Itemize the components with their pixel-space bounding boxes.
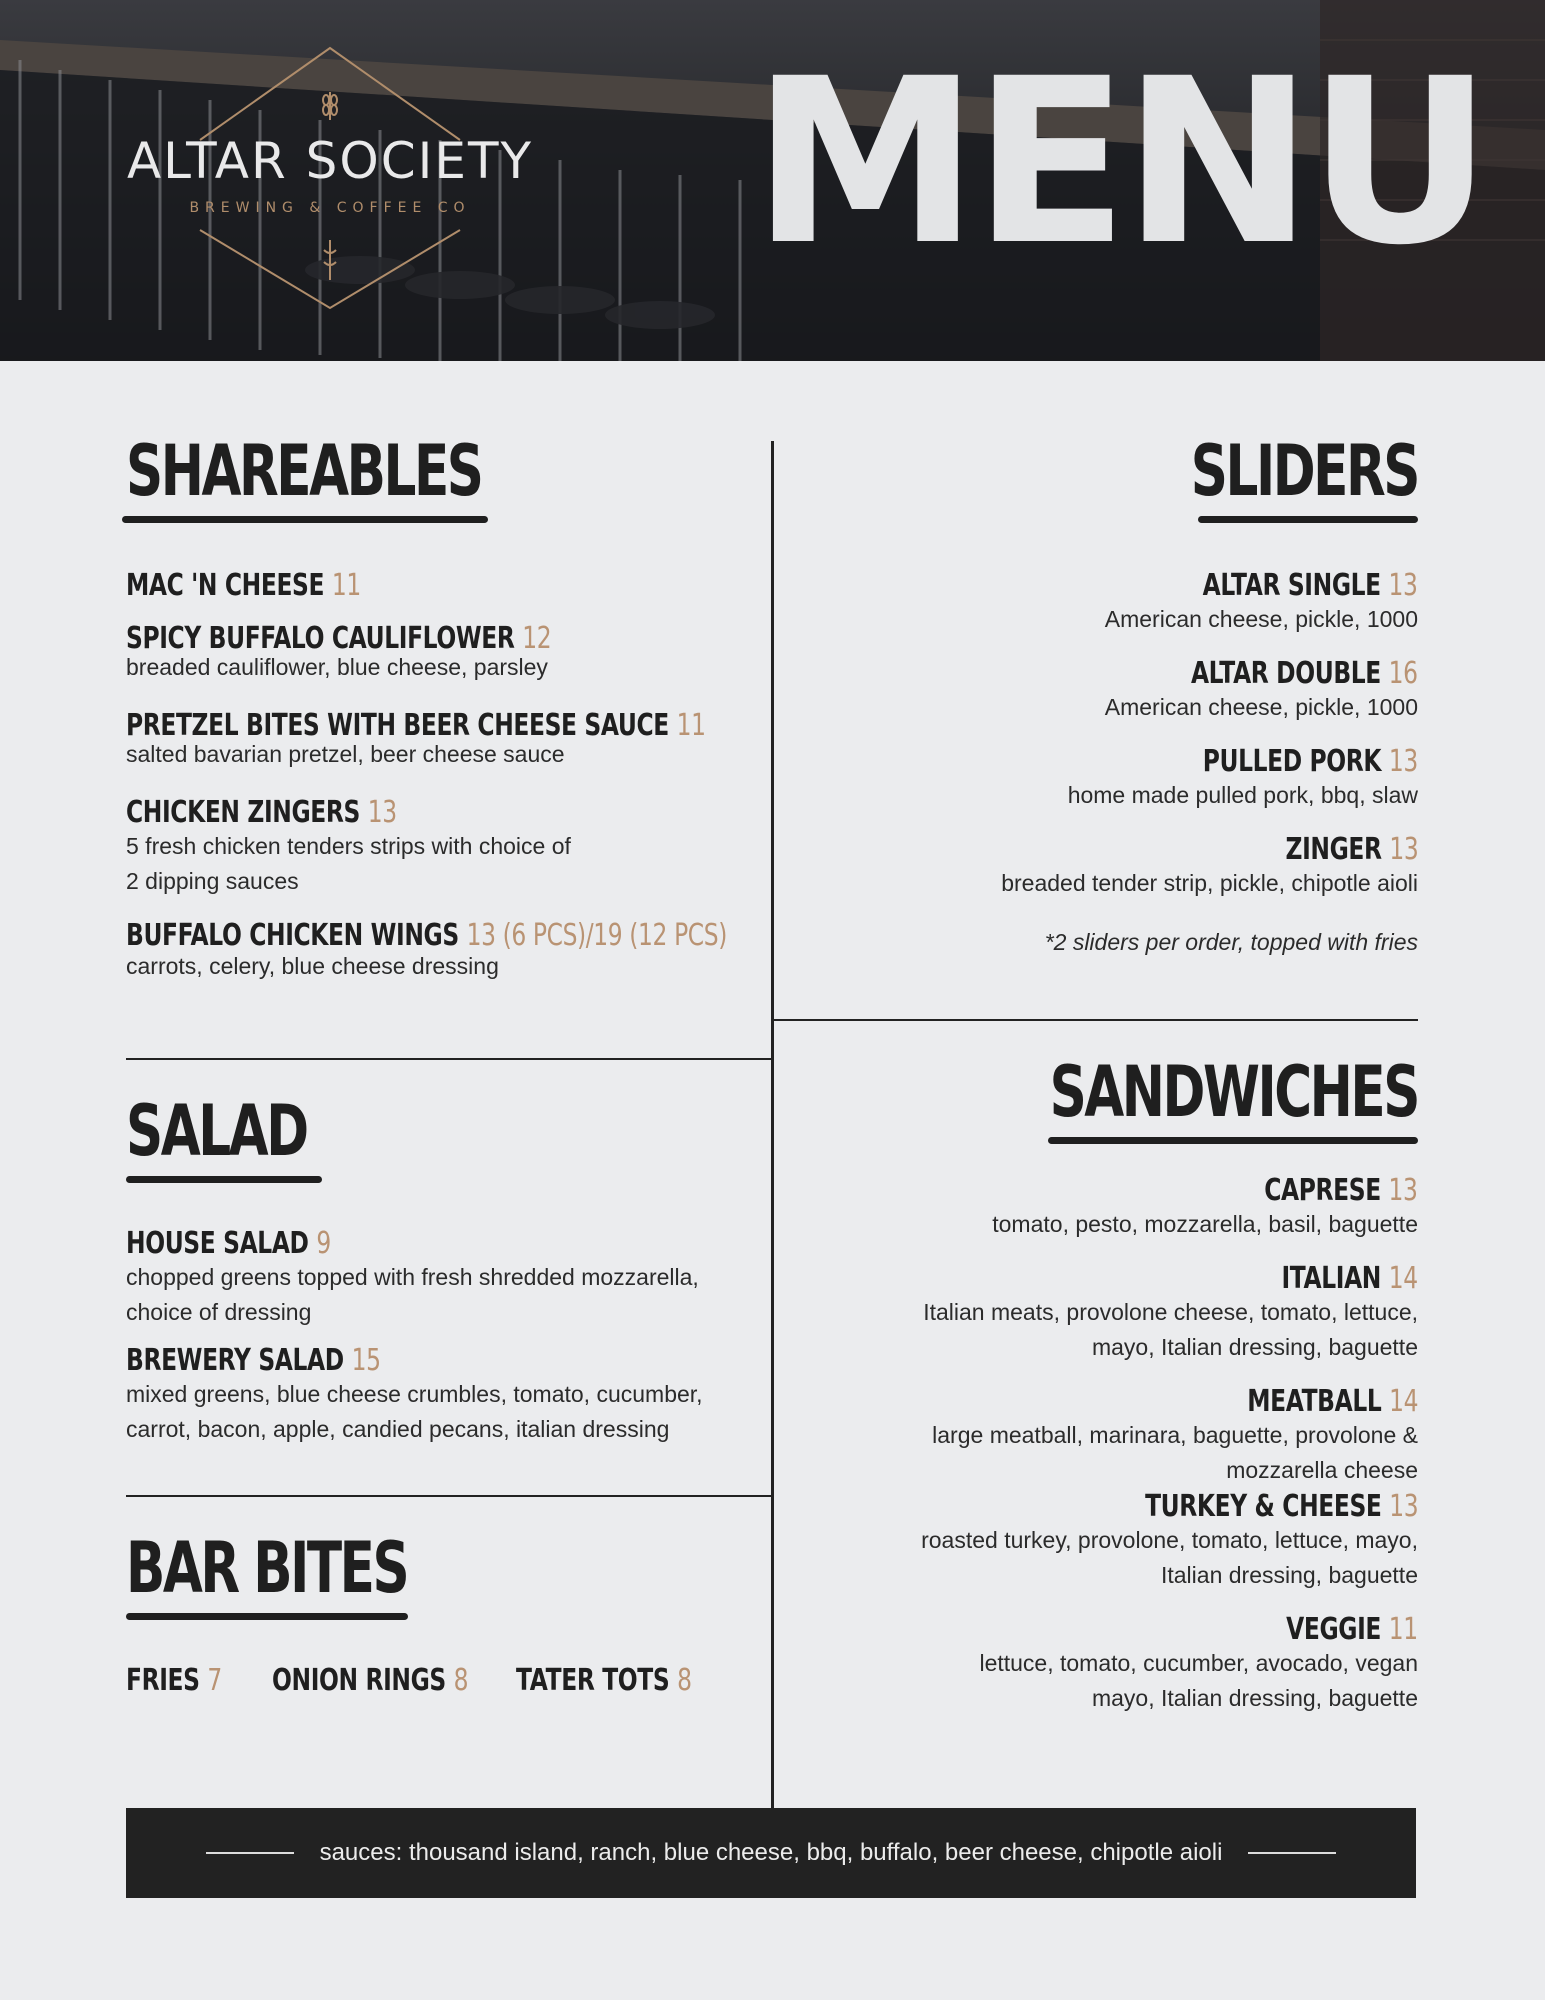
bar-bite-fries: FRIES 7 xyxy=(126,1663,222,1698)
section-title-bar-bites: BAR BITES xyxy=(126,1527,408,1609)
section-title-salad: SALAD xyxy=(126,1090,307,1172)
item-description-line: Italian meats, provolone cheese, tomato, lettuce, xyxy=(923,1299,1418,1325)
item-name: MAC 'N CHEESE 11 xyxy=(126,568,361,603)
title-underline xyxy=(122,516,488,523)
menu-item xyxy=(800,745,1418,813)
menu-item xyxy=(800,657,1418,725)
title-underline xyxy=(1048,1137,1418,1144)
item-name: ALTAR DOUBLE 16 xyxy=(1191,656,1418,691)
item-name: TURKEY & CHEESE 13 xyxy=(1144,1489,1418,1524)
section-salad xyxy=(126,1090,766,1447)
item-description-line: 2 dipping sauces xyxy=(126,868,299,894)
section-sandwiches xyxy=(800,1051,1418,1716)
item-description-line: 5 fresh chicken tenders strips with choice of xyxy=(126,833,571,859)
item-description: American cheese, pickle, 1000 xyxy=(1104,606,1418,632)
footer-rule-left xyxy=(206,1852,294,1854)
item-description-line: mayo, Italian dressing, baguette xyxy=(1091,1334,1418,1360)
item-description: American cheese, pickle, 1000 xyxy=(1104,694,1418,720)
title-underline xyxy=(126,1613,408,1620)
logo-subtitle: BREWING & COFFEE CO xyxy=(189,200,471,216)
divider-shareables-salad xyxy=(126,1058,773,1060)
menu-item xyxy=(126,709,766,766)
item-name: HOUSE SALAD 9 xyxy=(126,1226,331,1261)
item-name: PULLED PORK 13 xyxy=(1202,744,1418,779)
brand-logo xyxy=(120,40,540,320)
section-title-sliders: SLIDERS xyxy=(1190,430,1418,512)
item-name: VEGGIE 11 xyxy=(1286,1612,1418,1647)
section-shareables xyxy=(126,430,766,980)
title-underline xyxy=(1198,516,1418,523)
item-description: breaded cauliflower, blue cheese, parsley xyxy=(126,654,548,680)
section-sliders xyxy=(800,430,1418,960)
bar-bite-onion-rings: ONION RINGS 8 xyxy=(272,1663,469,1698)
title-underline xyxy=(126,1176,322,1183)
menu-item xyxy=(800,1385,1418,1488)
item-description-line: carrot, bacon, apple, candied pecans, italian dressing xyxy=(126,1416,670,1442)
item-description-line: mozzarella cheese xyxy=(1226,1457,1418,1483)
item-description: carrots, celery, blue cheese dressing xyxy=(126,953,499,979)
divider-sliders-sandwiches xyxy=(771,1019,1418,1021)
menu-item xyxy=(126,622,766,679)
item-description-line: tomato, pesto, mozzarella, basil, baguette xyxy=(992,1211,1418,1237)
item-name: BUFFALO CHICKEN WINGS 13 (6 PCS)/19 (12 PCS) xyxy=(126,918,727,953)
item-description-line: roasted turkey, provolone, tomato, lettuce, mayo, xyxy=(921,1527,1418,1553)
menu-title: MENU xyxy=(752,29,1487,295)
item-name: CAPRESE 13 xyxy=(1264,1173,1418,1208)
section-title-sandwiches: SANDWICHES xyxy=(1049,1051,1418,1133)
item-description-line: Italian dressing, baguette xyxy=(1160,1562,1418,1588)
item-description: salted bavarian pretzel, beer cheese sauce xyxy=(126,741,565,767)
menu-item xyxy=(800,569,1418,637)
menu-item xyxy=(126,1227,766,1330)
item-description-line: lettuce, tomato, cucumber, avocado, vegan xyxy=(979,1650,1418,1676)
item-name: BREWERY SALAD 15 xyxy=(126,1343,381,1378)
menu-item xyxy=(800,1613,1418,1716)
item-name: ZINGER 13 xyxy=(1285,832,1418,867)
menu-item xyxy=(800,833,1418,901)
divider-salad-barbites xyxy=(126,1495,773,1497)
item-name: PRETZEL BITES WITH BEER CHEESE SAUCE 11 xyxy=(126,708,706,743)
footer-rule-right xyxy=(1248,1852,1336,1854)
sauces-text: sauces: thousand island, ranch, blue cheese, bbq, buffalo, beer cheese, chipotle aioli xyxy=(319,1839,1223,1866)
menu-item xyxy=(126,919,766,980)
menu-item xyxy=(126,1344,766,1447)
menu-item xyxy=(800,1490,1418,1593)
item-description: home made pulled pork, bbq, slaw xyxy=(1067,782,1418,808)
section-title-shareables: SHAREABLES xyxy=(126,430,482,512)
menu-item xyxy=(126,796,766,899)
item-description-line: chopped greens topped with fresh shredded mozzarella, xyxy=(126,1264,699,1290)
section-bar-bites xyxy=(126,1527,766,1704)
center-divider xyxy=(771,441,774,1809)
item-name: CHICKEN ZINGERS 13 xyxy=(126,795,397,830)
item-description: breaded tender strip, pickle, chipotle aioli xyxy=(1001,870,1418,896)
menu-item xyxy=(126,569,766,602)
sliders-note: *2 sliders per order, topped with fries xyxy=(1044,929,1418,955)
item-description-line: choice of dressing xyxy=(126,1299,312,1325)
item-description-line: mixed greens, blue cheese crumbles, tomato, cucumber, xyxy=(126,1381,703,1407)
item-name: SPICY BUFFALO CAULIFLOWER 12 xyxy=(126,621,552,656)
logo-name: ALTAR SOCIETY xyxy=(126,132,534,190)
item-description-line: mayo, Italian dressing, baguette xyxy=(1091,1685,1418,1711)
item-description-line: large meatball, marinara, baguette, provolone & xyxy=(932,1422,1418,1448)
menu-item xyxy=(800,1262,1418,1365)
item-name: ALTAR SINGLE 13 xyxy=(1203,568,1418,603)
menu-item xyxy=(800,1174,1418,1242)
header-banner xyxy=(0,0,1545,361)
bar-bite-tater-tots: TATER TOTS 8 xyxy=(516,1663,692,1698)
sauces-banner xyxy=(126,1808,1416,1898)
item-name: MEATBALL 14 xyxy=(1247,1384,1418,1419)
item-name: ITALIAN 14 xyxy=(1281,1261,1418,1296)
